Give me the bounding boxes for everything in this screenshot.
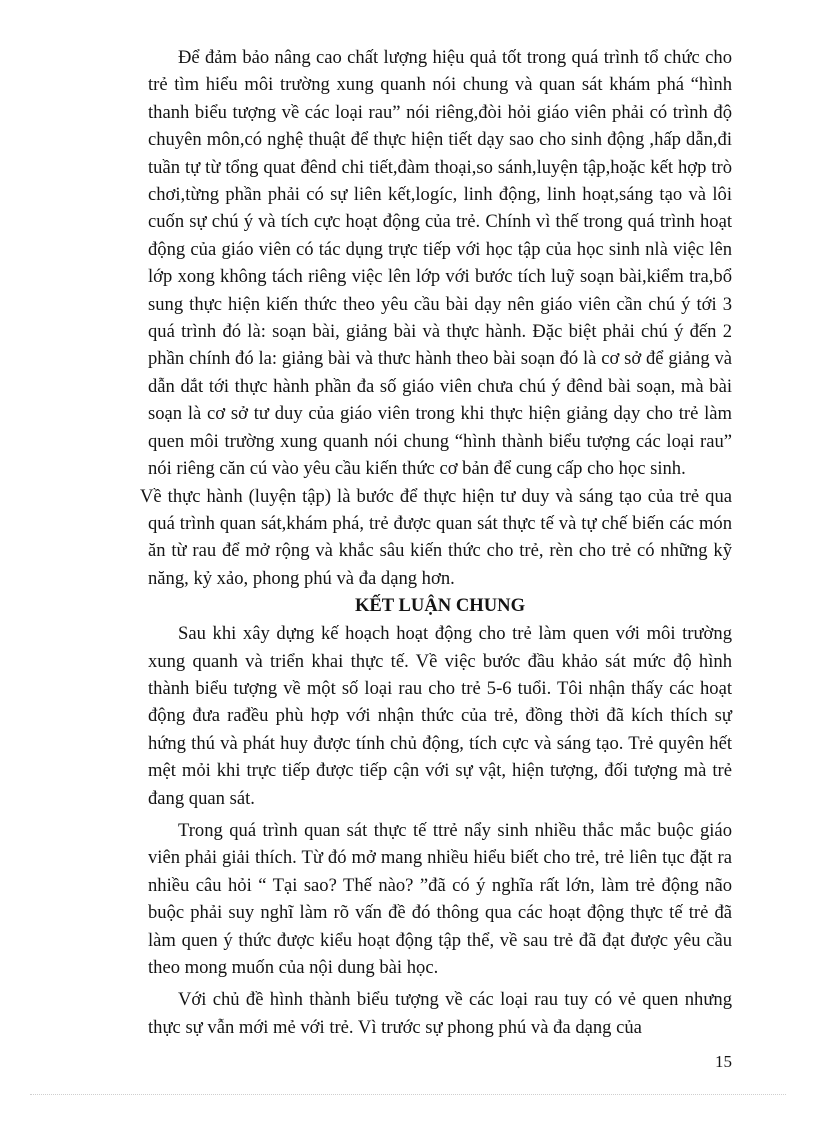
paragraph-practice: Về thực hành (luyện tập) là bước để thực hiện tư duy và sáng tạo của trẻ qua quá trình quan sát,khám phá, trẻ được quan sát thực tế và tự chế biến các món ăn từ rau để mở rộng và khắc sâu kiến thức cho trẻ, rèn cho trẻ có những kỹ năng, kỷ xảo, phong phú và đa dạng hơn. <box>140 485 732 589</box>
paragraph-conclusion-1: Sau khi xây dựng kế hoạch hoạt động cho trẻ làm quen với môi trường xung quanh và triển khai thực tế. Về việc bước đầu khảo sát mức độ hình thành biểu tượng về một số loại rau cho trẻ 5-6 tuổi. Tôi nhận thấy các hoạt động đưa rađều phù hợp với nhận thức của trẻ, đồng thời đã kích thích sự hứng thú và phát huy được tính chủ động, tích cực và sáng tạo. Trẻ quyên hết mệt mỏi khi trực tiếp được tiếp cận với sự vật, hiện tượng, đối tượng mà trẻ đang quan sát. <box>148 623 732 809</box>
paragraph-teaching-quality: Để đảm bảo nâng cao chất lượng hiệu quả tốt trong quá trình tổ chức cho trẻ tìm hiểu môi trường xung quanh nói chung và quan sát khám phá “hình thanh biểu tượng về các loại rau” nói riêng,đòi hỏi giáo viên phải có trình độ chuyên môn,có nghệ thuật để thực hiện tiết dạy sao cho sinh động ,hấp dẫn,đi tuần tự từ tổng quat đênd chi tiết,đàm thoại,so sánh,luyện tập,hoặc kết hợp trò chơi,từng phần phải có sự liên kết,logíc, linh động, linh hoạt,sáng tạo và lôi cuốn sự chú ý và tích cực hoạt động của trẻ. Chính vì thế trong quá trình hoạt động của giáo viên có tác dụng trực tiếp với học tập của học sinh nlà việc lên lớp xong không tách riêng việc lên lớp với bước tích luỹ soạn bài,kiểm tra,bổ sung thực hiện kiến thức theo yêu cầu bài dạy nên giáo viên cần chú ý tới 3 quá trình đó là: soạn bài, giảng bài và thực hành. Đặc biệt phải chú ý đến 2 phần chính đó la: giảng bài và thưc hành theo bài soạn đó là cơ sở để giảng và dẫn dắt tới thực hành phần đa số giáo viên chưa chú ý đênd bài soạn, mà bài soạn là cơ sở tư duy của giáo viên trong khi thực hiện giảng dạy cho trẻ làm quen môi trường xung quanh nói chung “hình thành biểu tượng các loại rau” nói riêng căn cú vào yêu cầu kiến thức cơ bản để cung cấp cho học sinh. <box>148 47 732 480</box>
page-number: 15 <box>715 1052 732 1071</box>
footer-divider <box>30 1094 786 1095</box>
section-heading: KẾT LUẬN CHUNG <box>354 595 526 617</box>
body-text <box>140 44 732 1041</box>
paragraph-conclusion-3: Với chủ đề hình thành biểu tượng về các loại rau tuy có vẻ quen nhưng thực sự vẫn mới mẻ với trẻ. Vì trước sự phong phú và đa dạng của <box>148 989 732 1038</box>
paragraph-conclusion-2: Trong quá trình quan sát thực tế ttrẻ nẩy sinh nhiều thắc mắc buộc giáo viên phải giải thích. Từ đó mở mang nhiều hiểu biết cho trẻ, trẻ liên tục đặt ra nhiều câu hỏi “ Tại sao? Thế nào? ”đã có ý nghĩa rất lớn, làm trẻ động não buộc phải suy nghĩ làm rõ vấn đề đó thông qua các hoạt động thực tế trẻ đã làm quen ý thức được kiểu hoạt động tập thể, về sau trẻ đã đạt được yêu cầu theo mong muốn của nội dung bài học. <box>148 819 732 978</box>
